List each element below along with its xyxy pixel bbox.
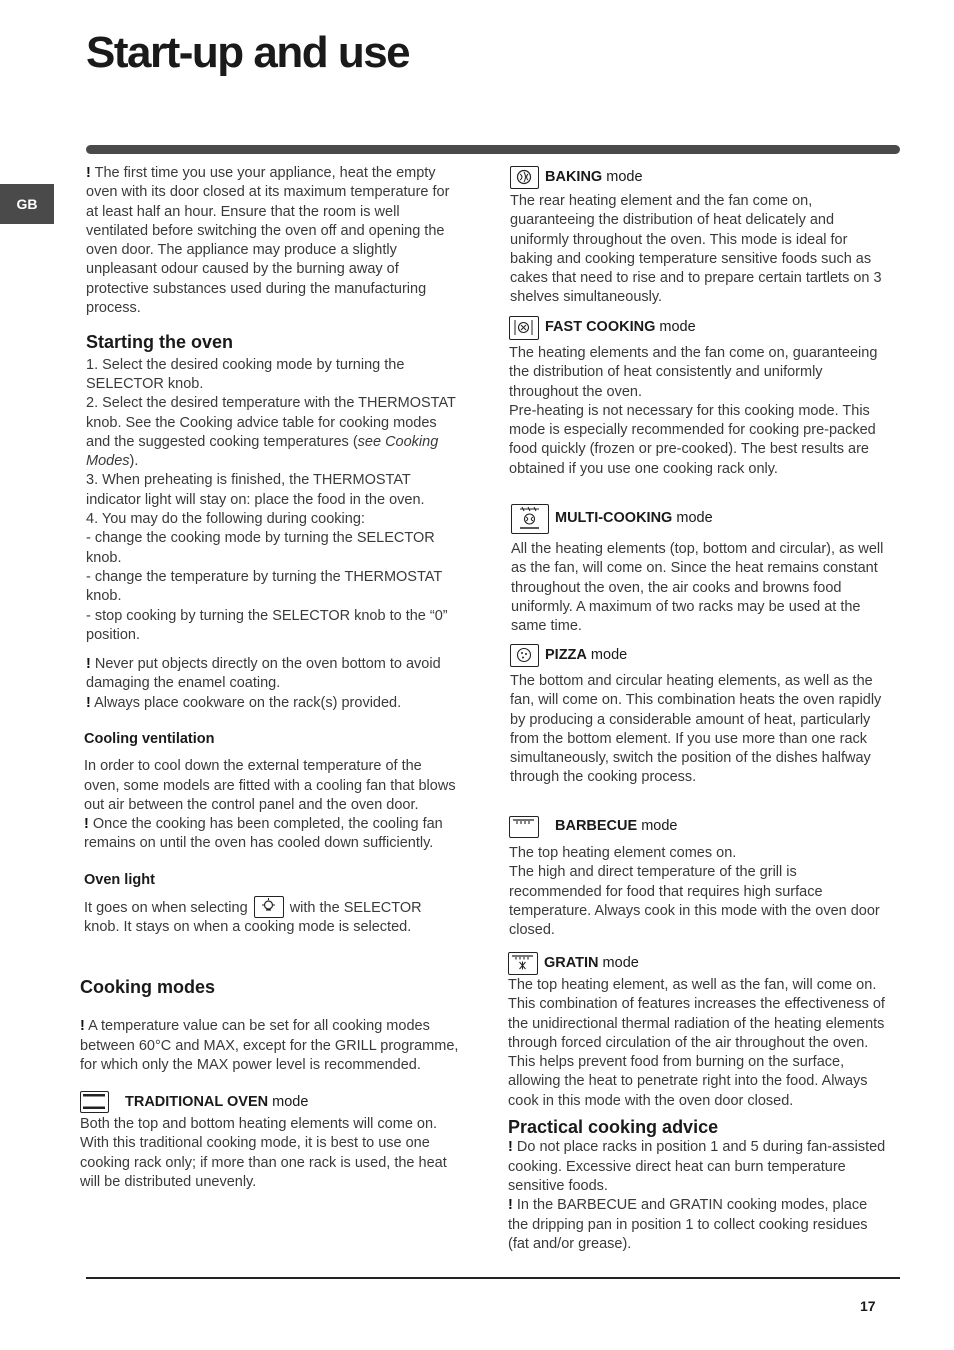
fast-cooking-text-2: Pre-heating is not necessary for this cooking mode. This mode is especially recommended for cooking pre-packed food quickly (frozen or pre-cooked). The best results are obtained if you use one cooking rack only. [509,402,876,477]
step-2-ref: see Cooking Modes [86,433,439,470]
barbecue-text-2: The high and direct temperature of the grill is recommended for food that requires high surface temperature. Always cook in this mode with the oven door closed. [509,864,880,939]
cooking-modes-section [80,978,460,1192]
gratin-section [508,952,890,1254]
step-4c: - stop cooking by turning the SELECTOR knob to the “0” position. [86,607,448,643]
warning-bottom: ! Never put objects directly on the oven bottom to avoid damaging the enamel coating. [86,656,441,692]
barbecue-icon [509,816,539,838]
barbecue-heading: BARBECUE mode [509,816,889,838]
barbecue-section [509,816,889,940]
traditional-oven-icon [80,1091,109,1113]
page-title: Start-up and use [86,28,410,77]
step-4: 4. You may do the following during cooking: [86,511,365,528]
multi-cooking-section [511,504,889,636]
baking-icon [510,166,539,189]
cooking-modes-heading: Cooking modes [80,977,216,997]
fast-cooking-section [509,316,889,479]
fast-cooking-text: The heating elements and the fan come on, guaranteeing the distribution of heat consistently and uniformly throughout the oven. [509,345,878,400]
advice-1: ! Do not place racks in position 1 and 5 during fan-assisted cooking. Excessive direct heat can burn temperature sensitive foods. [508,1139,886,1194]
step-1: 1. Select the desired cooking mode by turning the SELECTOR knob. [86,356,405,392]
fast-cooking-heading: FAST COOKING mode [509,316,889,340]
multi-cooking-text: All the heating elements (top, bottom and circular), as well as the fan, will come on. Since the heat remains constant throughout the oven, the air cooks and browns food uniformly. A maximum of two racks may be used at the same time. [511,541,884,635]
light-text: It goes on when selecting with the SELECTOR knob. It stays on when a cooking mode is selected. [84,896,460,938]
intro-paragraph [86,164,460,318]
step-2: 2. Select the desired temperature with the THERMOSTAT knob. See the Cooking advice table for cooking modes and the suggested cooking temperatures ( [86,395,456,450]
step-4a: - change the cooking mode by turning the SELECTOR knob. [86,530,435,566]
light-heading: Oven light [84,871,155,888]
step-3: 3. When preheating is finished, the THERMOSTAT indicator light will stay on: place the food in the oven. [86,472,425,508]
pizza-section [510,644,890,788]
starting-heading: Starting the oven [86,332,234,353]
step-2-end: ). [129,453,139,470]
multi-cooking-heading: MULTI-COOKING mode [511,504,889,534]
intro-text: The first time you use your appliance, heat the empty oven with its door closed at its maximum temperature for at least half an hour. Ensure that the room is well ventilated before switching the oven off and opening the oven door. The appliance may produce a slightly unpleasant odour caused by the burning away of protective substances used during the manufacturing process. [86,165,450,317]
cooling-section [84,730,460,938]
gratin-text: The top heating element, as well as the fan, will come on. This combination of features increases the effectiveness of the unidirectional thermal radiation of the heating elements through forced circulation of the air throughout the oven. This helps prevent food from burning on the surface, allowing the heat to penetrate right into the food. Always cook in this mode with the oven door closed. [508,977,885,1109]
pizza-text: The bottom and circular heating elements, as well as the fan, will come on. This combination heats the oven rapidly by producing a considerable amount of heat, particularly from the bottom element. If you use more than one rack simultaneously, switch the position of the dishes halfway through the cooking process. [510,673,882,786]
baking-section [510,166,888,308]
left-column [86,164,460,713]
fast-cooking-icon [509,316,539,340]
warning-rack: ! Always place cookware on the rack(s) provided. [86,694,402,711]
baking-heading: BAKING mode [510,166,888,189]
traditional-oven-heading: TRADITIONAL OVEN mode [80,1091,460,1113]
footer-rule [86,1277,900,1279]
step-4b: - change the temperature by turning the THERMOSTAT knob. [86,568,442,605]
header-rule [86,145,900,154]
multi-cooking-icon [511,504,549,534]
cooling-heading: Cooling ventilation [84,731,215,747]
gratin-heading: GRATIN mode [508,952,890,975]
modes-note: ! A temperature value can be set for all cooking modes between 60°C and MAX, except for the GRILL programme, for which only the MAX power level is recommended. [80,1018,459,1073]
cooling-note: ! Once the cooking has been completed, the cooling fan remains on until the oven has cooled down sufficiently. [84,816,443,852]
warning-mark: ! [86,165,91,181]
pizza-heading: PIZZA mode [510,644,890,667]
baking-text: The rear heating element and the fan come on, guaranteeing the distribution of heat delicately and uniformly throughout the oven. This mode is ideal for baking and cooking temperature sensitive foods such as cakes that need to rise and to prepare certain tartlets on 3 shelves simultaneously. [510,193,882,306]
advice-2: ! In the BARBECUE and GRATIN cooking modes, place the dripping pan in position 1 to collect cooking residues (fat and/or grease). [508,1197,868,1252]
page-number: 17 [860,1298,876,1314]
language-tab: GB [0,184,54,224]
traditional-oven-text: Both the top and bottom heating elements will come on. With this traditional cooking mode, it is best to use one cooking rack only; if more than one rack is used, the heat will be distributed unevenly. [80,1116,447,1191]
oven-light-icon [254,896,284,918]
pizza-icon [510,644,539,667]
gratin-icon [508,952,538,975]
steps-list [86,356,460,645]
cooling-text: In order to cool down the external temperature of the oven, some models are fitted with a cooling fan that blows out air between the control panel and the oven door. [84,758,456,813]
advice-heading: Practical cooking advice [508,1117,719,1138]
barbecue-text: The top heating element comes on. [509,845,737,861]
